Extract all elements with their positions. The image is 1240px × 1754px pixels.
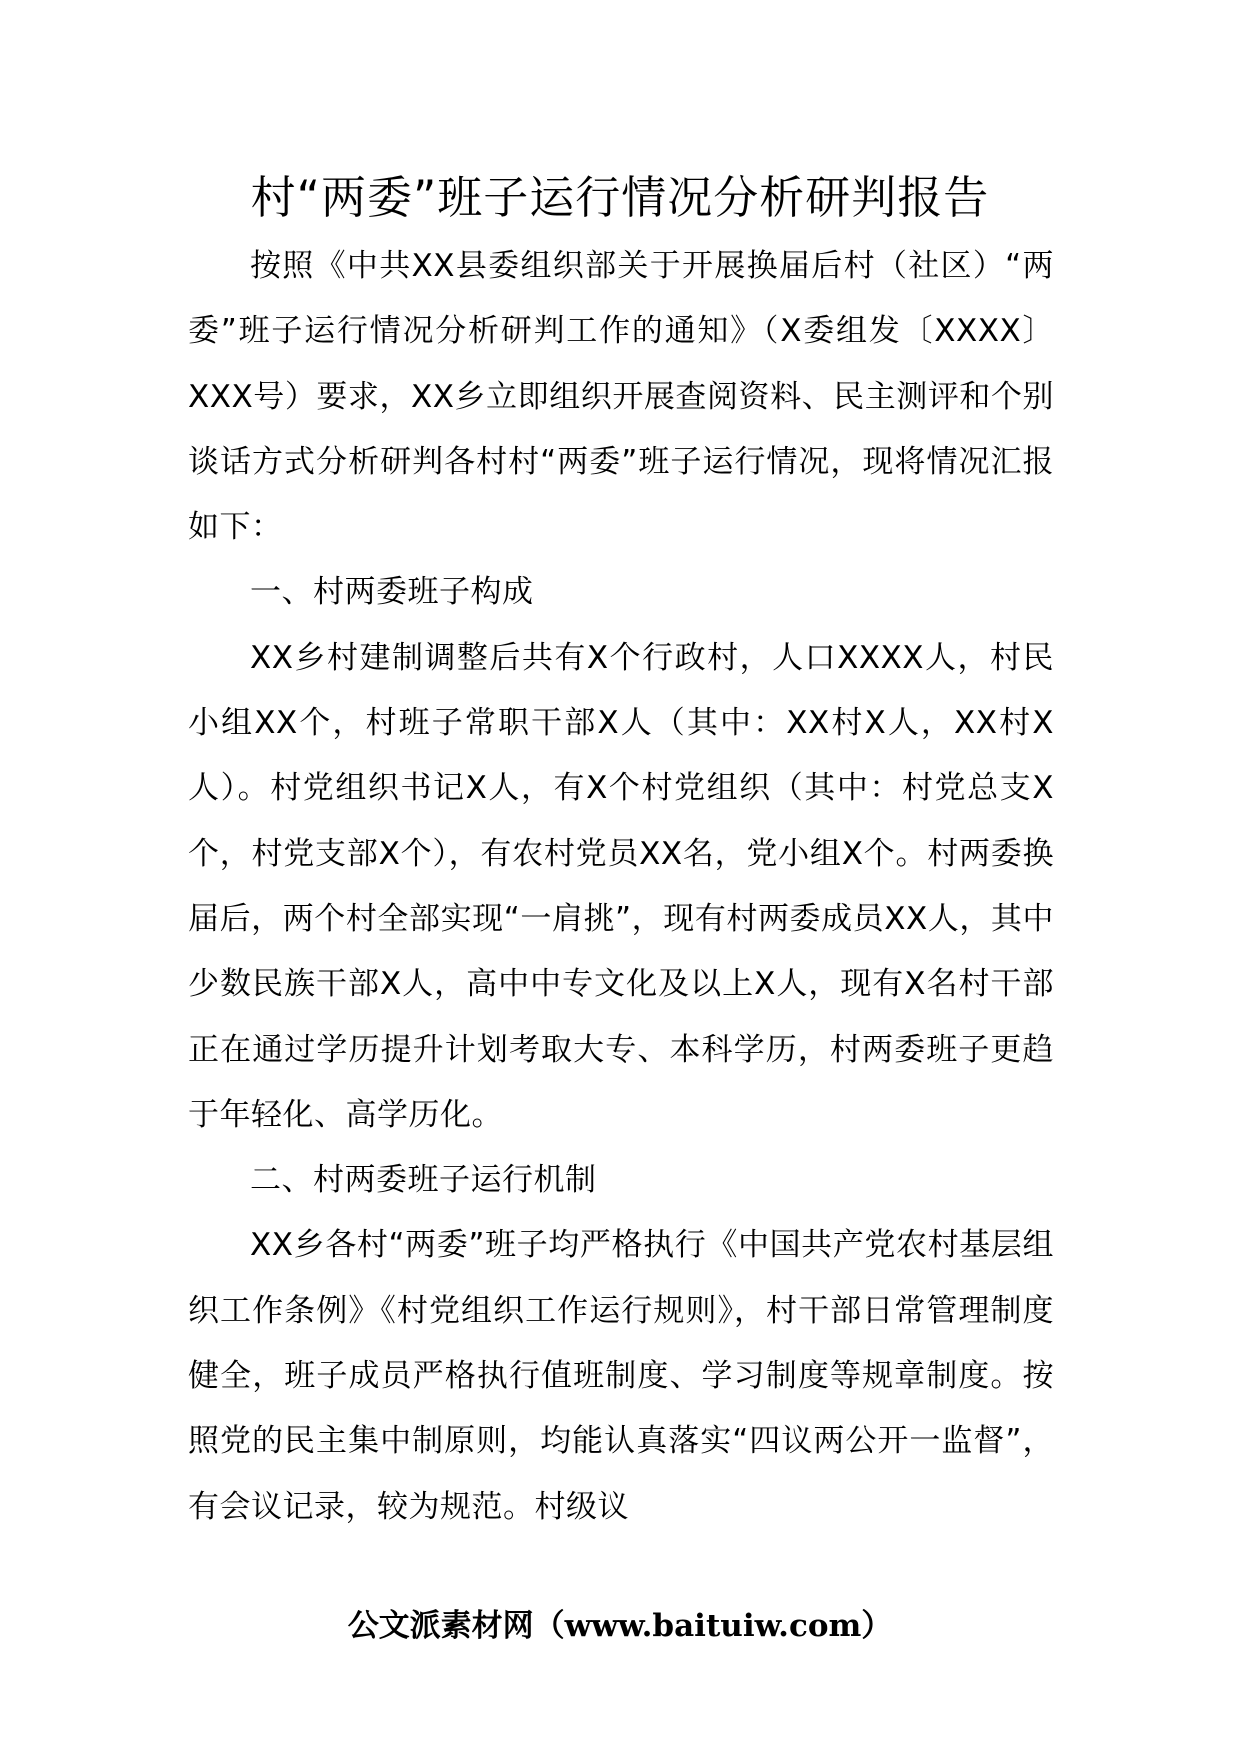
section-1-paragraph: XX乡村建制调整后共有X个行政村，人口XXXX人，村民小组XX个，村班子常职干部X人（其中：XX村X人，XX村X人）。村党组织书记X人，有X个村党组织（其中：村党总支X个，村党支部X个），有农村党员XX名，党小组X个。村两委换届后，两个村全部实现“一肩挑”，现有村两委成员XX人，其中少数民族干部X人，高中中专文化及以上X人，现有X名村干部正在通过学历提升计划考取大专、本科学历，村两委班子更趋于年轻化、高学历化。	[188, 639, 1054, 1133]
intro-paragraph: 按照《中共XX县委组织部关于开展换届后村（社区）“两委”班子运行情况分析研判工作的通知》（X委组发〔XXXX〕XXX号）要求，XX乡立即组织开展查阅资料、民主测评和个别谈话方式分析研判各村村“两委”班子运行情况，现将情况汇报如下：	[188, 248, 1054, 546]
footer-watermark: 公文派素材网（www.baituiw.com）	[347, 1608, 893, 1644]
document-title: 村“两委”班子运行情况分析研判报告	[250, 171, 990, 224]
section-heading-1: 一、村两委班子构成	[250, 574, 534, 611]
section-2-paragraph: XX乡各村“两委”班子均严格执行《中国共产党农村基层组织工作条例》《村党组织工作运行规则》，村干部日常管理制度健全，班子成员严格执行值班制度、学习制度等规章制度。按照党的民主集中制原则，均能认真落实“四议两公开一监督”，有会议记录，较为规范。村级议	[188, 1227, 1054, 1525]
section-heading-2: 二、村两委班子运行机制	[250, 1162, 597, 1199]
document-body	[188, 234, 1054, 1540]
